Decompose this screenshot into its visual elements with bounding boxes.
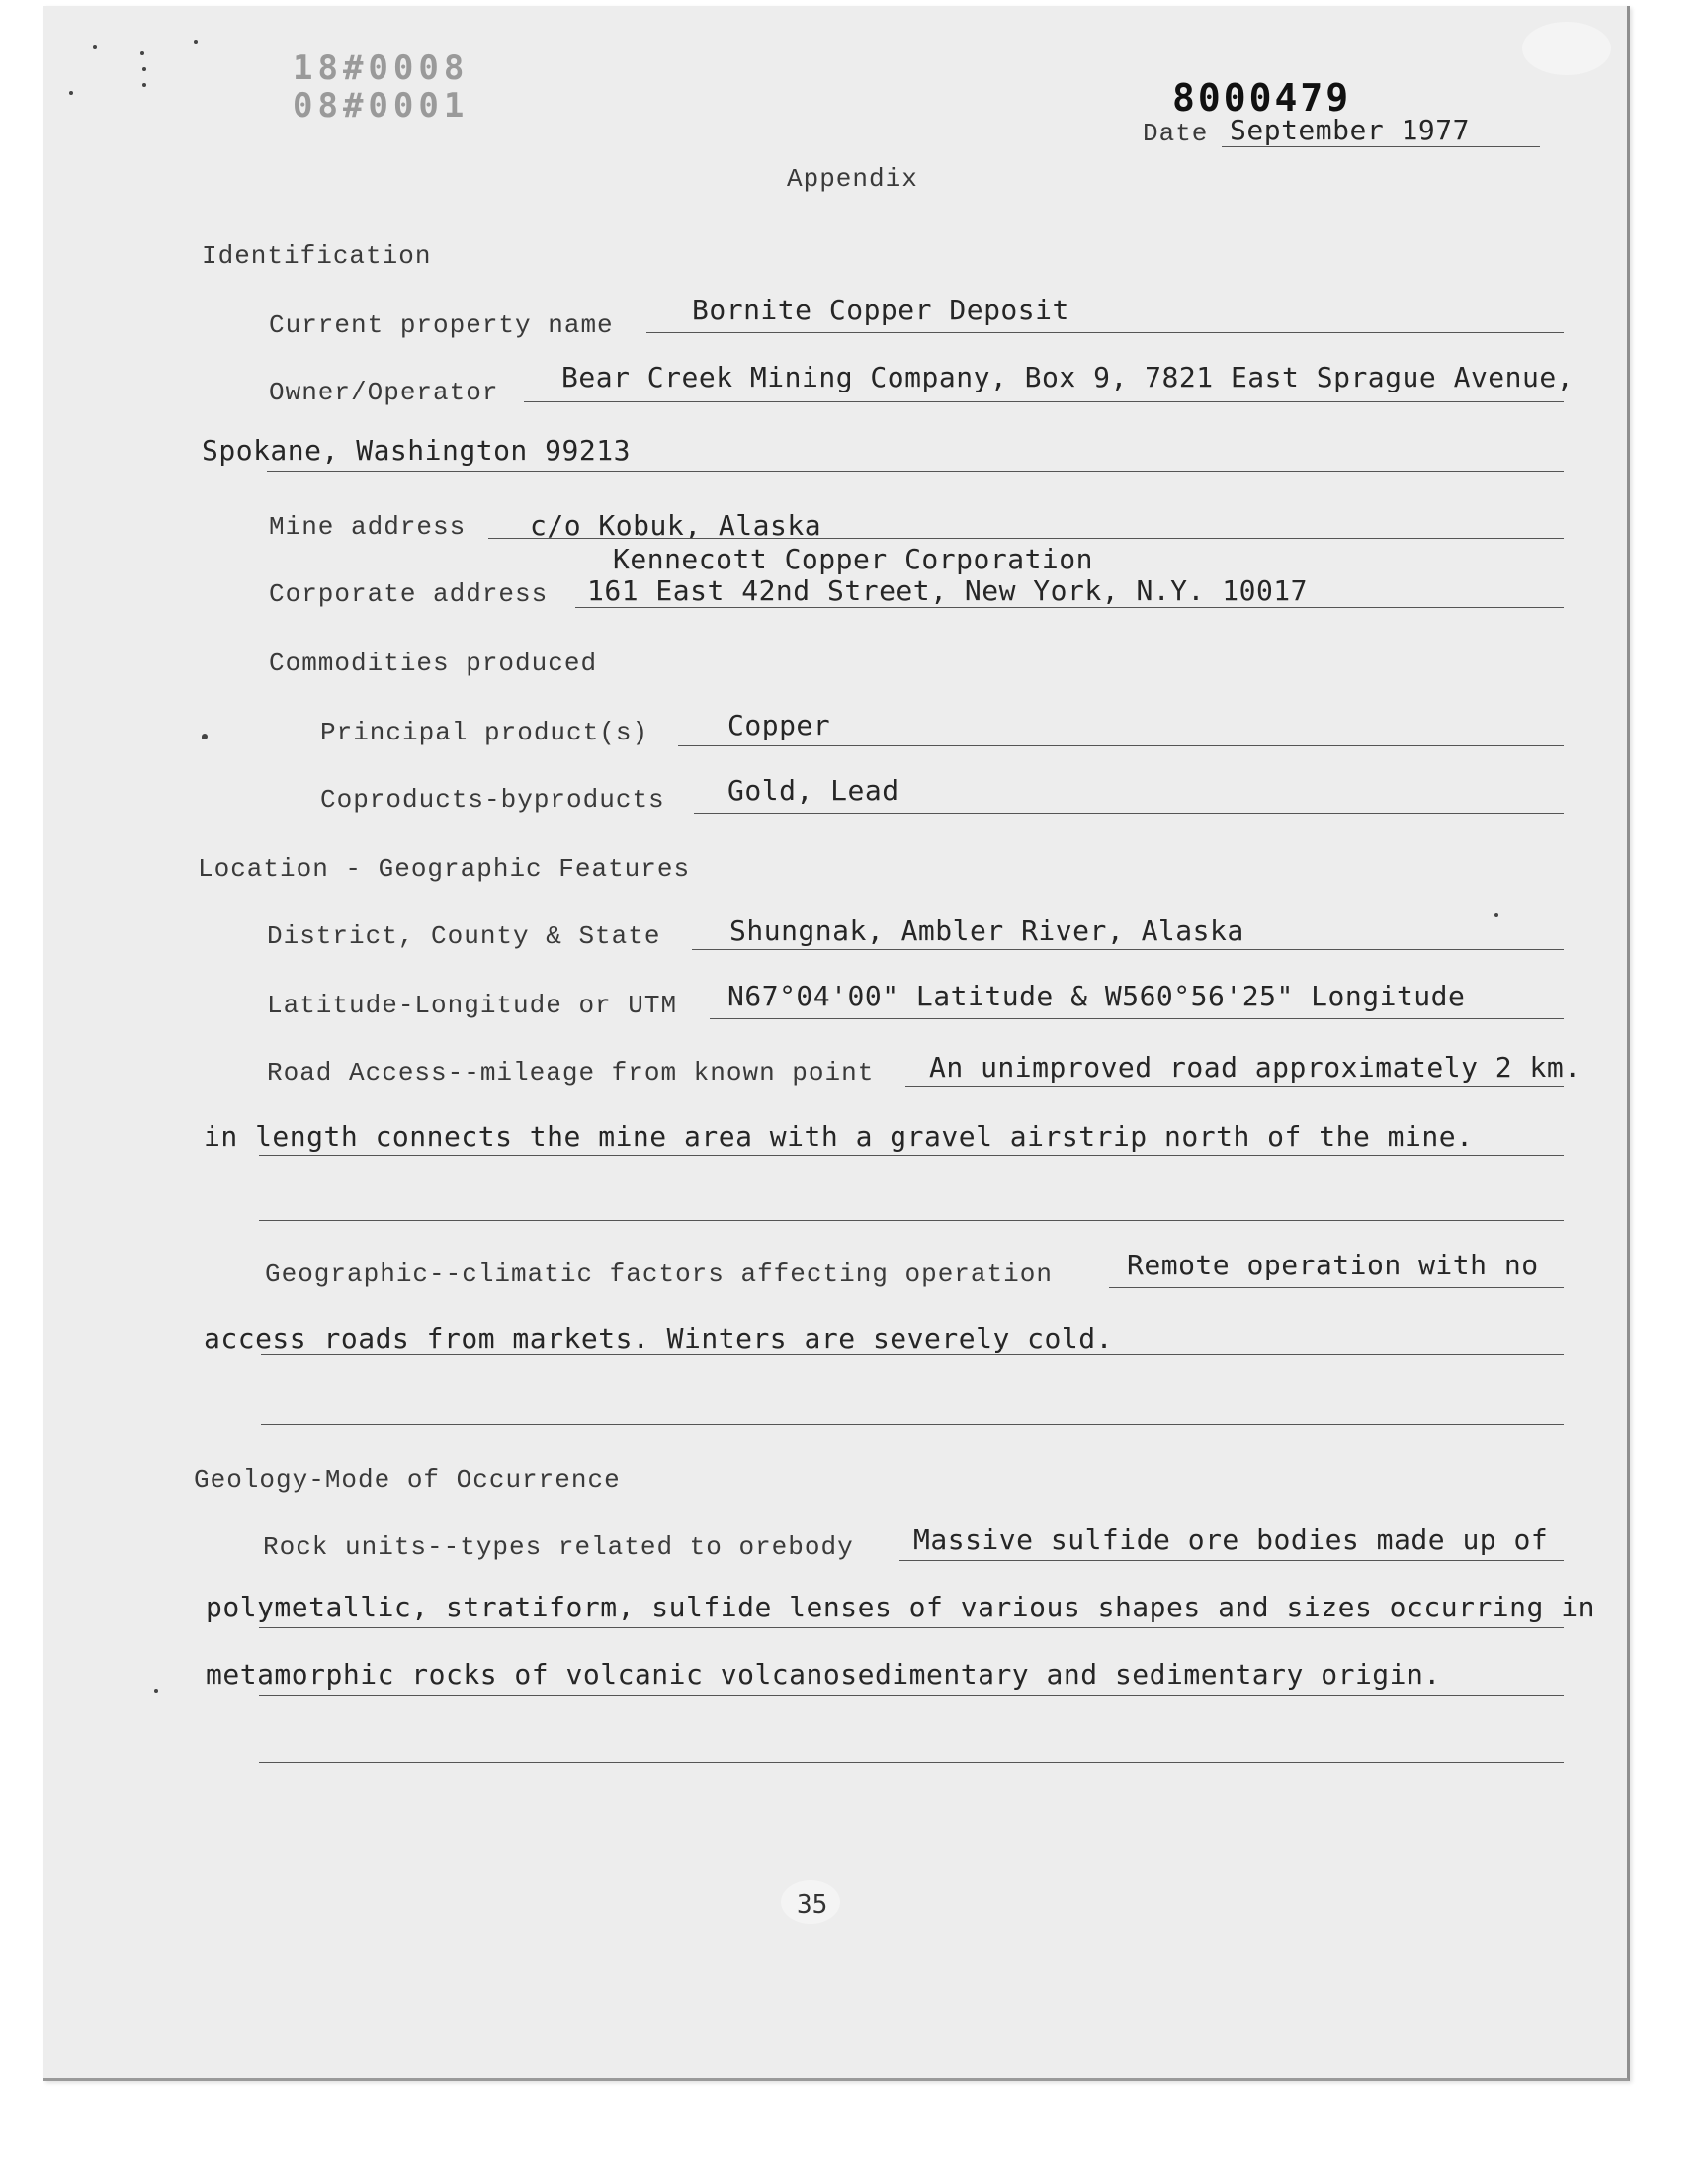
road-access-value-line1: An unimproved road approximately 2 km.: [929, 1051, 1581, 1084]
coproducts-line: [694, 813, 1564, 814]
paper-speck: [140, 51, 144, 55]
district-line: [692, 949, 1564, 950]
latlong-value: N67°04'00" Latitude & W560°56'25" Longitude: [727, 980, 1466, 1012]
paper-speck: [1494, 914, 1498, 917]
climate-factors-value-line2: access roads from markets. Winters are severely cold.: [204, 1322, 1113, 1354]
coproducts-label: Coproducts-byproducts: [320, 785, 665, 815]
rock-units-value-line2: polymetallic, stratiform, sulfide lenses of various shapes and sizes occurring in: [206, 1591, 1595, 1623]
owner-operator-line1: [524, 401, 1564, 402]
coproducts-value: Gold, Lead: [727, 774, 899, 807]
mine-address-line: [488, 538, 1564, 539]
date-label: Date: [1143, 119, 1209, 148]
rock-units-value-line3: metamorphic rocks of volcanic volcanosedimentary and sedimentary origin.: [206, 1658, 1441, 1691]
climate-factors-line1: [1109, 1287, 1564, 1288]
climate-factors-line3: [261, 1424, 1564, 1425]
page-title: Appendix: [787, 164, 918, 194]
page-number: 35: [797, 1890, 828, 1920]
road-access-line1: [905, 1086, 1564, 1087]
property-name-label: Current property name: [269, 310, 614, 340]
climate-factors-label: Geographic--climatic factors affecting operation: [265, 1260, 1053, 1289]
road-access-line3: [259, 1220, 1564, 1221]
climate-factors-value-line1: Remote operation with no: [1127, 1249, 1539, 1281]
commodities-label: Commodities produced: [269, 649, 598, 678]
paper-speck: [142, 67, 146, 71]
latlong-line: [710, 1018, 1564, 1019]
owner-operator-line2: [267, 471, 1564, 472]
paper-speck: [142, 83, 146, 87]
mine-address-label: Mine address: [269, 512, 467, 542]
rock-units-value-line1: Massive sulfide ore bodies made up of: [913, 1523, 1549, 1556]
road-access-label: Road Access--mileage from known point: [267, 1058, 875, 1088]
document-number-stamp: 8000479: [1172, 76, 1352, 120]
principal-products-line: [678, 745, 1564, 746]
archive-stamp-bottom: 08#0001: [293, 86, 470, 126]
paper-speck: [69, 91, 73, 95]
owner-operator-label: Owner/Operator: [269, 378, 499, 407]
paper-speck: [93, 45, 97, 49]
owner-operator-value-line2: Spokane, Washington 99213: [202, 434, 631, 467]
corporate-address-line: [575, 607, 1564, 608]
section-heading-geology: Geology-Mode of Occurrence: [194, 1465, 621, 1495]
mine-address-value: c/o Kobuk, Alaska: [530, 509, 822, 542]
corporate-address-value: 161 East 42nd Street, New York, N.Y. 10017: [587, 574, 1309, 607]
property-name-line: [646, 332, 1564, 333]
paper-speck: [194, 40, 198, 44]
property-name-value: Bornite Copper Deposit: [692, 294, 1069, 326]
section-heading-identification: Identification: [202, 241, 432, 271]
climate-factors-line2: [261, 1354, 1564, 1355]
principal-products-value: Copper: [727, 709, 831, 741]
rock-units-line3: [259, 1695, 1564, 1696]
bullet-dot: [202, 734, 208, 740]
rock-units-line1: [899, 1560, 1564, 1561]
district-value: Shungnak, Ambler River, Alaska: [729, 914, 1244, 947]
latlong-label: Latitude-Longitude or UTM: [267, 991, 678, 1020]
corporate-name-value: Kennecott Copper Corporation: [613, 543, 1094, 575]
road-access-value-line2: in length connects the mine area with a gravel airstrip north of the mine.: [204, 1120, 1474, 1153]
paper-speck: [154, 1689, 158, 1693]
paper-stain: [1522, 22, 1611, 75]
principal-products-label: Principal product(s): [320, 718, 649, 747]
road-access-line2: [259, 1155, 1564, 1156]
date-value: September 1977: [1230, 114, 1471, 146]
rock-units-line2: [259, 1627, 1564, 1628]
date-underline: [1222, 146, 1540, 147]
corporate-address-label: Corporate address: [269, 579, 549, 609]
section-heading-location: Location - Geographic Features: [198, 854, 691, 884]
district-label: District, County & State: [267, 921, 661, 951]
archive-stamp-top: 18#0008: [293, 48, 470, 88]
rock-units-label: Rock units--types related to orebody: [263, 1532, 854, 1562]
owner-operator-value-line1: Bear Creek Mining Company, Box 9, 7821 East Sprague Avenue,: [561, 361, 1575, 393]
rock-units-line4: [259, 1762, 1564, 1763]
